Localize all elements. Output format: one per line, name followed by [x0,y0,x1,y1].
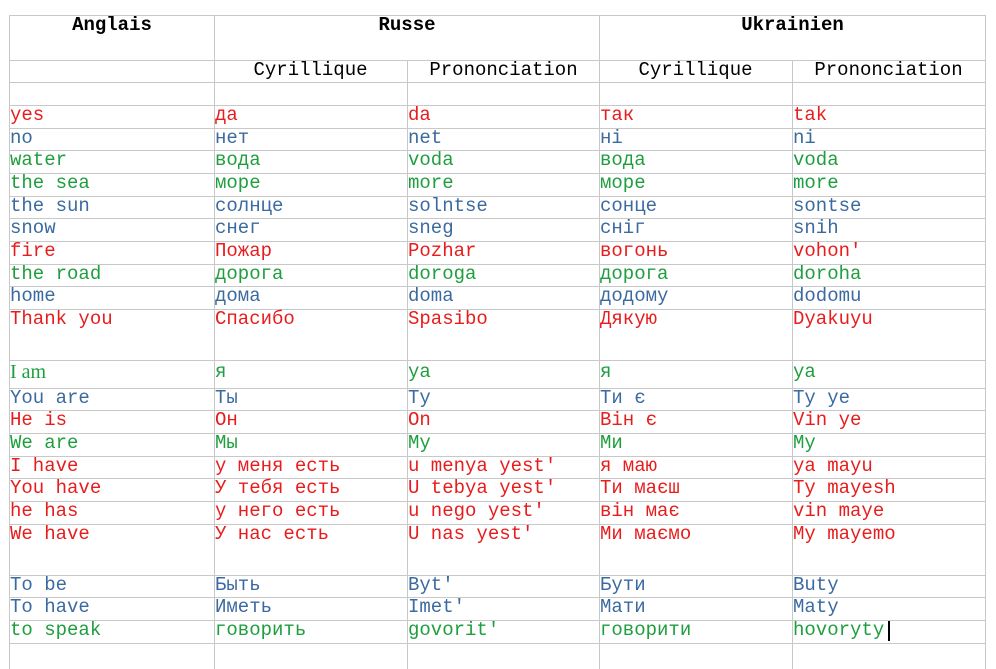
cell-ukrainian-cyrillic[interactable]: Дякую [600,308,658,330]
cell-english[interactable]: fire [10,240,56,262]
cell-russian-cyrillic[interactable]: Быть [215,574,261,596]
cell-russian-cyrillic[interactable]: вода [215,149,261,171]
cell-russian-pronunciation[interactable]: govorit' [408,619,500,641]
cell-ukrainian-pronunciation[interactable]: Vin ye [793,409,862,431]
cell-russian-pronunciation[interactable]: doroga [408,263,477,285]
header-ukrainian[interactable]: Ukrainien [741,14,844,36]
subheader-ru-cyrillic[interactable]: Cyrillique [253,59,368,81]
cell-russian-pronunciation[interactable]: U tebya yest' [408,477,557,499]
cell-english[interactable]: the sea [10,172,90,194]
cell-english[interactable]: You have [10,477,102,499]
cell-ukrainian-pronunciation[interactable]: vohon' [793,240,862,262]
cell-ukrainian-pronunciation[interactable]: more [793,172,839,194]
cell-english[interactable]: I have [10,455,79,477]
cell-ukrainian-pronunciation[interactable]: voda [793,149,839,171]
cell-ukrainian-cyrillic[interactable]: вогонь [600,240,669,262]
cell-ukrainian-pronunciation[interactable]: Dyakuyu [793,308,873,330]
cell-english[interactable]: water [10,149,68,171]
cell-russian-cyrillic[interactable]: я [215,361,227,383]
cell-english[interactable]: To have [10,596,90,618]
cell-russian-pronunciation[interactable]: Byt' [408,574,454,596]
cell-russian-pronunciation[interactable]: U nas yest' [408,523,534,545]
cell-ukrainian-cyrillic[interactable]: дорога [600,263,669,285]
cell-russian-cyrillic[interactable]: Пожар [215,240,273,262]
cell-russian-cyrillic[interactable]: Спасибо [215,308,295,330]
cell-russian-pronunciation[interactable]: Imet' [408,596,466,618]
cell-russian-cyrillic[interactable]: Ты [215,387,238,409]
cell-ukrainian-cyrillic[interactable]: Бути [600,574,646,596]
cell-russian-pronunciation[interactable]: net [408,127,443,149]
cell-english[interactable]: To be [10,574,68,596]
cell-english[interactable]: We have [10,523,90,545]
text-cursor [888,621,890,641]
cell-russian-pronunciation[interactable]: solntse [408,195,488,217]
grid-line [9,433,985,434]
cell-ukrainian-cyrillic[interactable]: Ми маємо [600,523,692,545]
cell-ukrainian-cyrillic[interactable]: Ти маєш [600,477,680,499]
cell-ukrainian-pronunciation[interactable]: dodomu [793,285,862,307]
cell-ukrainian-pronunciation[interactable]: ni [793,127,816,149]
cell-ukrainian-pronunciation[interactable]: tak [793,104,828,126]
grid-line [9,128,985,129]
cell-ukrainian-pronunciation[interactable]: Ty ye [793,387,851,409]
cell-russian-pronunciation[interactable]: u menya yest' [408,455,557,477]
subheader-ru-pronunciation[interactable]: Prononciation [429,59,578,81]
cell-ukrainian-cyrillic[interactable]: Він є [600,409,658,431]
cell-ukrainian-pronunciation[interactable]: Ty mayesh [793,477,896,499]
header-english[interactable]: Anglais [72,14,152,36]
cell-russian-cyrillic[interactable]: говорить [215,619,307,641]
cell-russian-pronunciation[interactable]: Pozhar [408,240,477,262]
cell-russian-cyrillic[interactable]: снег [215,217,261,239]
cell-russian-pronunciation[interactable]: doma [408,285,454,307]
cell-english[interactable]: no [10,127,33,149]
cell-ukrainian-cyrillic[interactable]: вода [600,149,646,171]
cell-ukrainian-cyrillic[interactable]: говорити [600,619,692,641]
cell-english[interactable]: the sun [10,195,90,217]
cell-russian-cyrillic[interactable]: У тебя есть [215,477,341,499]
cell-russian-pronunciation[interactable]: more [408,172,454,194]
header-russian[interactable]: Russe [378,14,436,36]
cell-ukrainian-cyrillic[interactable]: я [600,361,612,383]
cell-russian-pronunciation[interactable]: sneg [408,217,454,239]
cell-english[interactable]: I am [10,361,47,383]
cell-ukrainian-pronunciation[interactable]: Maty [793,596,839,618]
cell-english[interactable]: Thank you [10,308,113,330]
subheader-uk-pronunciation[interactable]: Prononciation [814,59,963,81]
grid-line [985,15,986,669]
cell-ukrainian-cyrillic[interactable]: Ми [600,432,623,454]
cell-ukrainian-cyrillic[interactable]: сніг [600,217,646,239]
cell-russian-pronunciation[interactable]: My [408,432,431,454]
cell-english[interactable]: the road [10,263,102,285]
cell-russian-cyrillic[interactable]: у него есть [215,500,341,522]
cell-ukrainian-pronunciation[interactable]: snih [793,217,839,239]
cell-ukrainian-cyrillic[interactable]: море [600,172,646,194]
cell-ukrainian-pronunciation[interactable]: doroha [793,263,862,285]
cell-ukrainian-pronunciation[interactable]: Buty [793,574,839,596]
cell-english[interactable]: He is [10,409,68,431]
grid-line [9,82,985,83]
grid-line [9,643,985,644]
cell-russian-pronunciation[interactable]: ya [408,361,431,383]
cell-russian-cyrillic[interactable]: дома [215,285,261,307]
cell-russian-cyrillic[interactable]: У нас есть [215,523,330,545]
cell-ukrainian-pronunciation[interactable]: ya mayu [793,455,873,477]
subheader-uk-cyrillic[interactable]: Cyrillique [638,59,753,81]
cell-english[interactable]: to speak [10,619,102,641]
cell-russian-cyrillic[interactable]: Он [215,409,238,431]
cell-russian-cyrillic[interactable]: да [215,104,238,126]
cell-english[interactable]: We are [10,432,79,454]
grid-line [9,360,985,361]
cell-ukrainian-cyrillic[interactable]: ні [600,127,623,149]
cell-english[interactable]: yes [10,104,45,126]
cell-russian-cyrillic[interactable]: солнце [215,195,284,217]
cell-english[interactable]: he has [10,500,79,522]
cell-ukrainian-cyrillic[interactable]: Мати [600,596,646,618]
cell-russian-pronunciation[interactable]: Spasibo [408,308,488,330]
cell-russian-pronunciation[interactable]: da [408,104,431,126]
cell-ukrainian-pronunciation[interactable]: vin maye [793,500,885,522]
cell-ukrainian-cyrillic[interactable]: Ти є [600,387,646,409]
cell-russian-pronunciation[interactable]: voda [408,149,454,171]
cell-ukrainian-cyrillic[interactable]: так [600,104,635,126]
cell-english[interactable]: You are [10,387,90,409]
cell-ukrainian-pronunciation[interactable]: ya [793,361,816,383]
cell-russian-cyrillic[interactable]: Иметь [215,596,273,618]
cell-russian-cyrillic[interactable]: у меня есть [215,455,341,477]
cell-russian-cyrillic[interactable]: Мы [215,432,238,454]
cell-ukrainian-cyrillic[interactable]: додому [600,285,669,307]
grid-line [9,105,985,106]
cell-ukrainian-cyrillic[interactable]: він має [600,500,680,522]
cell-english[interactable]: snow [10,217,56,239]
cell-russian-cyrillic[interactable]: нет [215,127,250,149]
cell-ukrainian-pronunciation[interactable]: sontse [793,195,862,217]
cell-russian-cyrillic[interactable]: море [215,172,261,194]
cell-russian-pronunciation[interactable]: u nego yest' [408,500,545,522]
cell-russian-pronunciation[interactable]: Ty [408,387,431,409]
cell-english[interactable]: home [10,285,56,307]
cell-russian-pronunciation[interactable]: On [408,409,431,431]
cell-ukrainian-pronunciation[interactable]: My mayemo [793,523,896,545]
cell-ukrainian-pronunciation[interactable]: hovoryty [793,619,885,641]
cell-russian-cyrillic[interactable]: дорога [215,263,284,285]
cell-ukrainian-pronunciation[interactable]: My [793,432,816,454]
cell-ukrainian-cyrillic[interactable]: сонце [600,195,658,217]
cell-ukrainian-cyrillic[interactable]: я маю [600,455,658,477]
